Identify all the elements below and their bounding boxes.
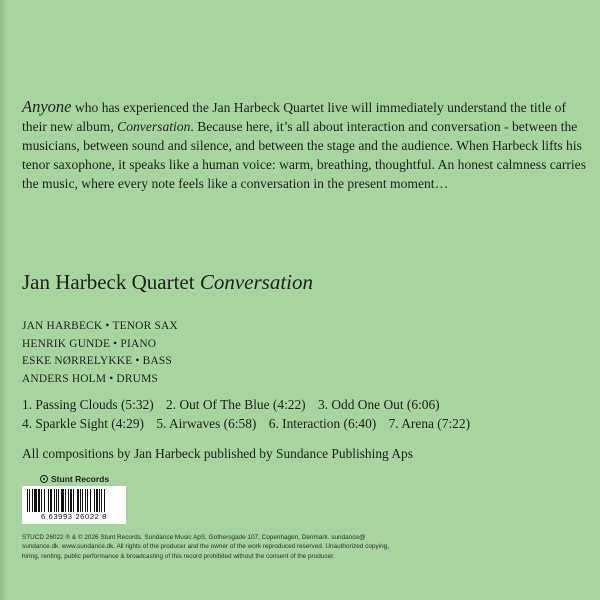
barcode-bar [94,489,95,512]
barcode-bar [44,489,45,512]
liner-notes [22,97,592,193]
album-title [22,270,313,295]
track-item: 2. Out Of The Blue (4:22) [166,397,306,412]
liner-notes-text-1: who has experienced the Jan Harbeck Quartet live will immediately understand the title of their new album, [22,100,566,134]
fine-print-line: STUCD 26022 ℗ & © 2026 Stunt Records. Sundance Music ApS, Gothersgade 107, Copenhagen, Denmark. sundance@ [22,534,366,541]
track-item: 6. Interaction (6:40) [268,415,377,431]
barcode-bar [65,489,66,512]
track-item: 4. Sparkle Sight (4:29) [22,415,144,431]
record-label-logo [40,474,109,484]
barcode-bar [58,489,59,512]
personnel-item: ANDERS HOLM • DRUMS [22,372,158,385]
barcode-bar [85,489,86,512]
stunt-records-icon [40,475,48,483]
barcode-bar [80,489,81,512]
barcode-bar [96,489,98,512]
barcode-bar [70,489,72,512]
barcode-bar [54,489,55,512]
barcode-bars [27,489,121,512]
barcode-bar [77,489,79,512]
fine-print-line: hiring, renting, public performance & broadcasting of this record prohibited without the consent of the producer. [22,552,335,560]
personnel-item: JAN HARBECK • TENOR SAX [22,320,178,332]
track-item: 5. Airwaves (6:58) [156,415,257,431]
barcode [22,486,126,524]
album-name: Conversation [199,270,314,294]
liner-notes-lead-word: Anyone [22,97,72,116]
barcode-bar [87,489,88,512]
personnel-item: ESKE NØRRELYKKE • BASS [22,355,172,368]
barcode-bar [68,489,69,512]
personnel-list [22,318,178,388]
barcode-bar [99,489,100,512]
barcode-bar [32,489,33,512]
cover-spine-edge [0,0,8,600]
barcode-bar [34,489,37,512]
barcode-digits: 6 63993 26022 8 [40,512,107,521]
track-item: 3. Odd One Out (6:06) [318,397,440,412]
record-label-name: Stunt Records [51,474,110,484]
barcode-bar [56,489,57,512]
track-item: 1. Passing Clouds (5:32) [22,397,154,412]
barcode-bar [29,489,30,512]
fine-print-line: sundance.dk. www.sundance.dk. All rights of the producer and the owner of the work reproduced reserved. Unauthorized copying, [22,543,389,551]
barcode-bar [101,489,102,512]
barcode-bar [41,489,42,512]
barcode-bar [38,489,40,512]
barcode-bar [82,489,83,512]
composition-credits: All compositions by Jan Harbeck published by Sundance Publishing Aps [22,446,413,461]
barcode-bar [90,489,91,512]
barcode-bar [27,489,28,512]
barcode-bar [104,489,105,512]
artist-name: Jan Harbeck Quartet [22,270,195,294]
liner-notes-album-name: Conversation [117,119,191,134]
barcode-bar [61,489,64,512]
copyright-fine-print [22,533,582,561]
personnel-item: HENRIK GUNDE • PIANO [22,337,157,350]
track-row [22,396,582,415]
barcode-bar [48,489,49,512]
track-list [22,396,582,433]
barcode-bar [50,489,52,512]
barcode-bar [73,489,74,512]
track-item: 7. Arena (7:22) [388,415,471,431]
track-row [22,415,582,434]
liner-notes-text-2: . Because here, it’s all about interaction and conversation - between the musicians, between sound and silence, and between the stage and the audience. When Harbeck lifts his tenor saxophone, it speaks like a human voice: warm, breathing, thoughtful. An honest calmness carries the music, where every note feels like a conversation in the present moment… [22,119,586,191]
